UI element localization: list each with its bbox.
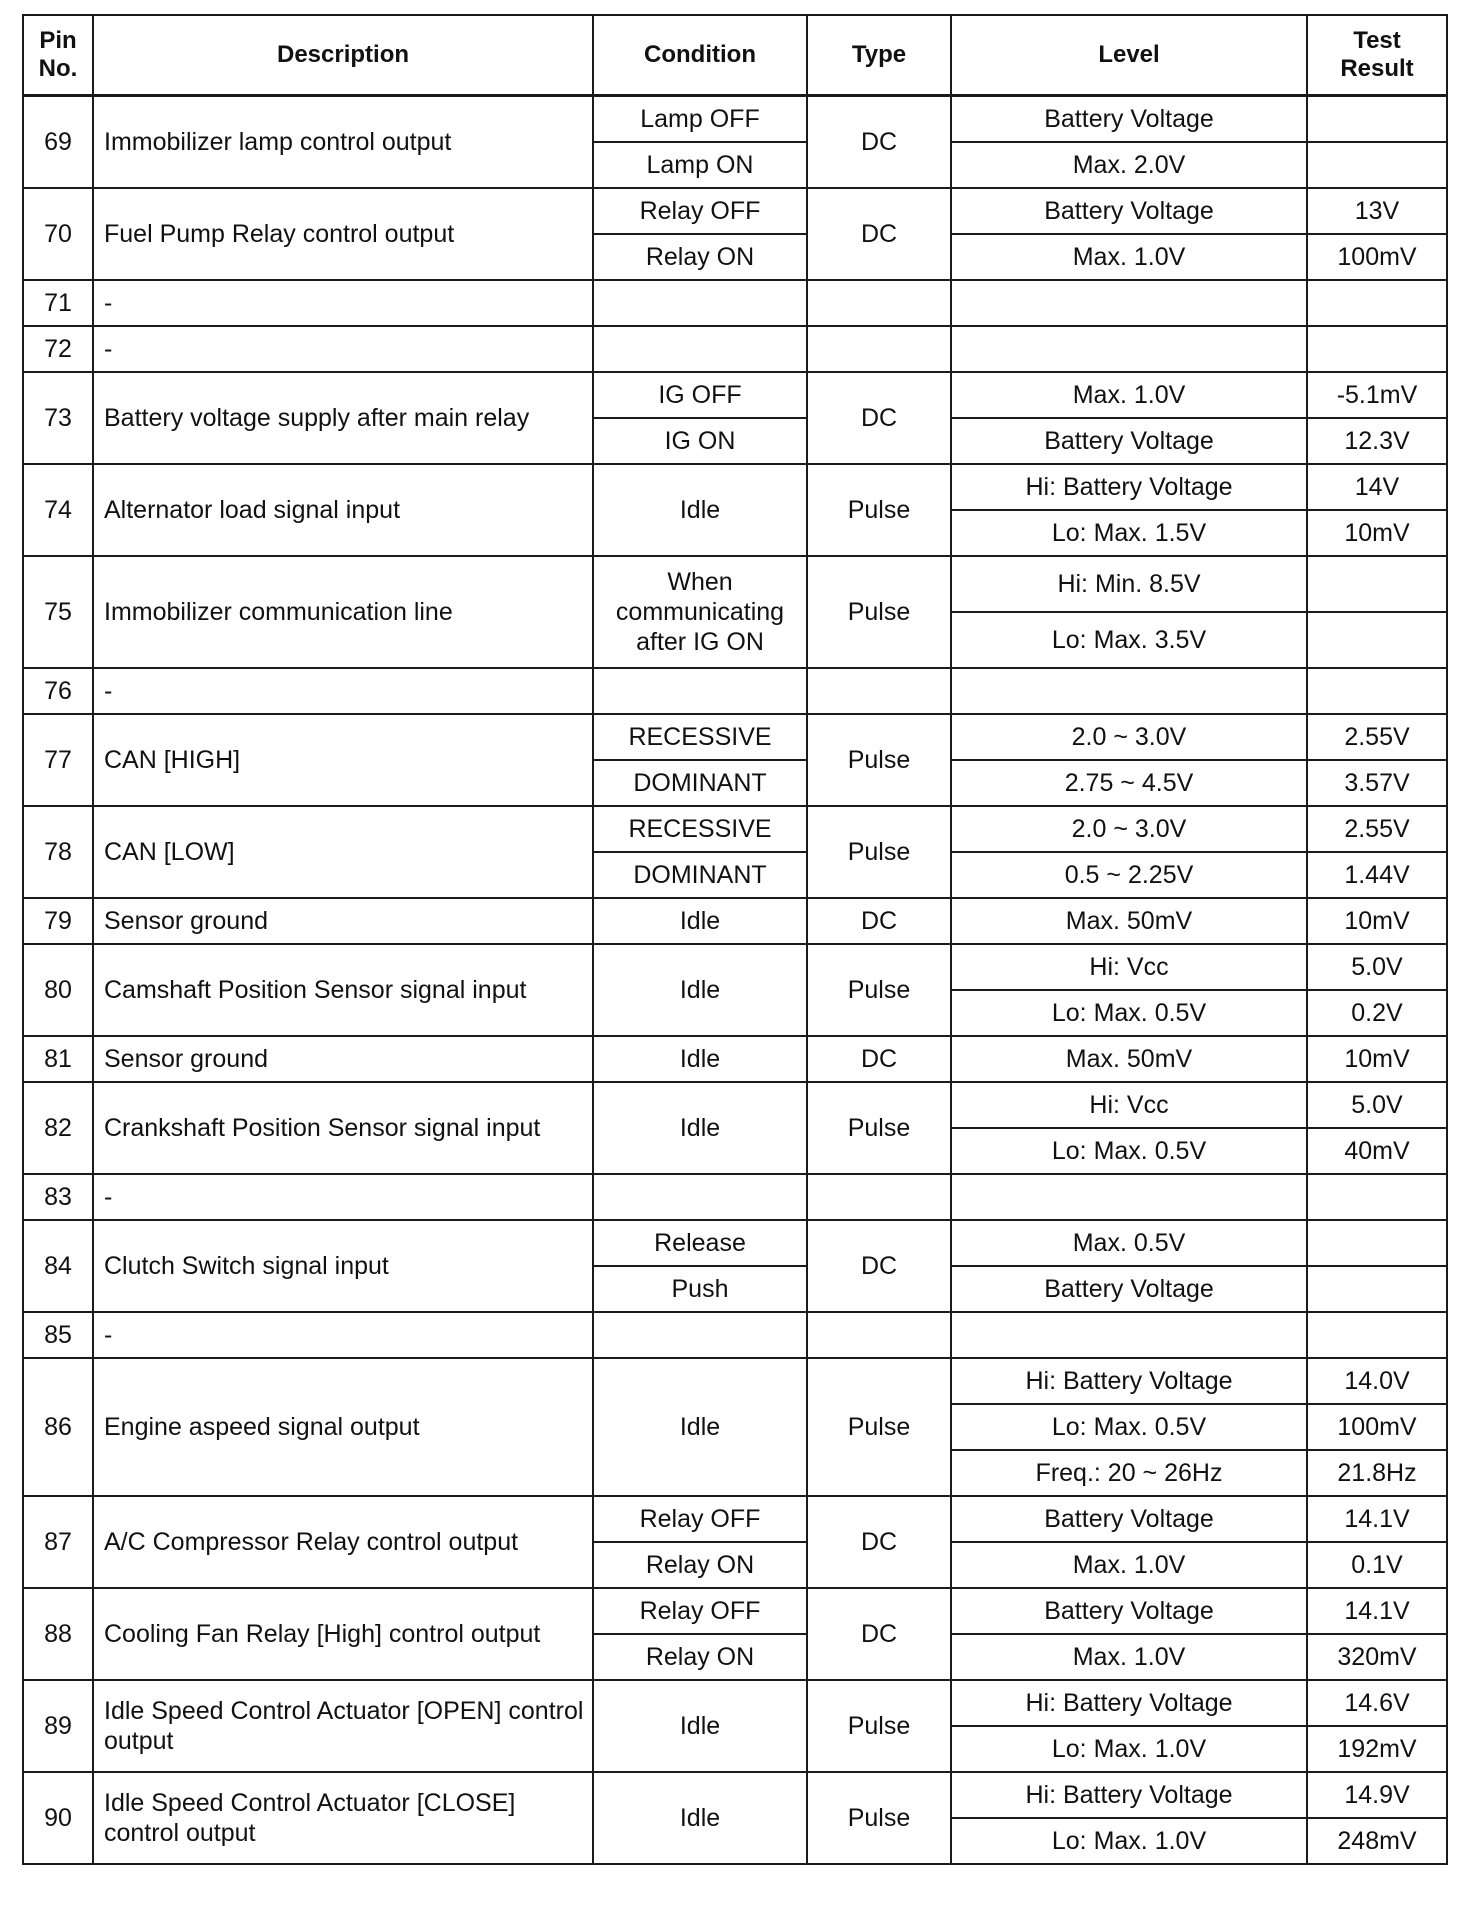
pin-table-header [23, 15, 1447, 96]
test-result-cell: 12.3V [1307, 418, 1447, 464]
condition-cell: RECESSIVE [593, 806, 807, 852]
condition-cell: Idle [593, 1358, 807, 1496]
level-cell: Hi: Battery Voltage [951, 1358, 1307, 1404]
header-test-result: Test Result [1307, 15, 1447, 96]
condition-cell: Idle [593, 898, 807, 944]
test-result-cell: 10mV [1307, 510, 1447, 556]
condition-cell: Relay OFF [593, 1588, 807, 1634]
pin-number-cell: 89 [23, 1680, 93, 1772]
level-cell: Max. 2.0V [951, 142, 1307, 188]
table-row [23, 1358, 1447, 1404]
description-cell: Sensor ground [93, 1036, 593, 1082]
pin-number-cell: 87 [23, 1496, 93, 1588]
test-result-cell [1307, 326, 1447, 372]
condition-cell: Lamp OFF [593, 96, 807, 142]
condition-cell: Idle [593, 1082, 807, 1174]
table-row [23, 96, 1447, 142]
header-description: Description [93, 15, 593, 96]
test-result-cell: 14.1V [1307, 1588, 1447, 1634]
test-result-cell [1307, 1174, 1447, 1220]
level-cell: Freq.: 20 ~ 26Hz [951, 1450, 1307, 1496]
test-result-cell: 5.0V [1307, 1082, 1447, 1128]
pin-number-cell: 71 [23, 280, 93, 326]
table-row [23, 556, 1447, 612]
condition-cell: DOMINANT [593, 852, 807, 898]
type-cell: Pulse [807, 1358, 951, 1496]
level-cell: 0.5 ~ 2.25V [951, 852, 1307, 898]
type-cell: DC [807, 898, 951, 944]
pin-table-sheet [22, 14, 1446, 1865]
type-cell: DC [807, 1036, 951, 1082]
description-cell: - [93, 280, 593, 326]
test-result-cell [1307, 668, 1447, 714]
level-cell [951, 668, 1307, 714]
test-result-cell: 13V [1307, 188, 1447, 234]
condition-cell: Idle [593, 1680, 807, 1772]
type-cell: DC [807, 1220, 951, 1312]
test-result-cell: 14V [1307, 464, 1447, 510]
condition-cell [593, 326, 807, 372]
type-cell [807, 280, 951, 326]
description-cell: Idle Speed Control Actuator [OPEN] control output [93, 1680, 593, 1772]
description-cell: Camshaft Position Sensor signal input [93, 944, 593, 1036]
description-cell: Immobilizer lamp control output [93, 96, 593, 188]
level-cell: Lo: Max. 1.0V [951, 1818, 1307, 1864]
table-row [23, 1496, 1447, 1542]
level-cell: Battery Voltage [951, 1266, 1307, 1312]
condition-cell [593, 1174, 807, 1220]
table-row [23, 714, 1447, 760]
test-result-cell: 14.9V [1307, 1772, 1447, 1818]
pin-number-cell: 72 [23, 326, 93, 372]
level-cell [951, 326, 1307, 372]
type-cell: DC [807, 372, 951, 464]
test-result-cell [1307, 1312, 1447, 1358]
description-cell: Cooling Fan Relay [High] control output [93, 1588, 593, 1680]
test-result-cell: 320mV [1307, 1634, 1447, 1680]
pin-number-cell: 84 [23, 1220, 93, 1312]
test-result-cell: 14.0V [1307, 1358, 1447, 1404]
description-cell: Crankshaft Position Sensor signal input [93, 1082, 593, 1174]
pin-number-cell: 85 [23, 1312, 93, 1358]
table-row [23, 806, 1447, 852]
type-cell [807, 1312, 951, 1358]
test-result-cell: 100mV [1307, 234, 1447, 280]
condition-cell: Idle [593, 1036, 807, 1082]
level-cell: 2.0 ~ 3.0V [951, 714, 1307, 760]
type-cell: Pulse [807, 464, 951, 556]
description-cell: CAN [LOW] [93, 806, 593, 898]
level-cell: Hi: Battery Voltage [951, 1772, 1307, 1818]
condition-cell: When communicating after IG ON [593, 556, 807, 668]
pin-number-cell: 74 [23, 464, 93, 556]
pin-table [22, 14, 1448, 1865]
test-result-cell: 3.57V [1307, 760, 1447, 806]
level-cell: Max. 1.0V [951, 1634, 1307, 1680]
level-cell: Max. 1.0V [951, 372, 1307, 418]
table-row [23, 944, 1447, 990]
test-result-cell: 10mV [1307, 898, 1447, 944]
level-cell: Hi: Battery Voltage [951, 464, 1307, 510]
description-cell: Battery voltage supply after main relay [93, 372, 593, 464]
pin-number-cell: 77 [23, 714, 93, 806]
level-cell: Max. 1.0V [951, 234, 1307, 280]
table-row [23, 280, 1447, 326]
type-cell: Pulse [807, 1680, 951, 1772]
test-result-cell [1307, 1266, 1447, 1312]
test-result-cell: 40mV [1307, 1128, 1447, 1174]
level-cell [951, 280, 1307, 326]
type-cell: DC [807, 1588, 951, 1680]
type-cell [807, 1174, 951, 1220]
condition-cell: IG OFF [593, 372, 807, 418]
test-result-cell [1307, 1220, 1447, 1266]
level-cell: Max. 50mV [951, 898, 1307, 944]
header-condition: Condition [593, 15, 807, 96]
type-cell: Pulse [807, 714, 951, 806]
test-result-cell: 0.1V [1307, 1542, 1447, 1588]
condition-cell: Relay OFF [593, 1496, 807, 1542]
table-row [23, 464, 1447, 510]
level-cell: Battery Voltage [951, 96, 1307, 142]
table-row [23, 1220, 1447, 1266]
test-result-cell: 100mV [1307, 1404, 1447, 1450]
description-cell: Engine aspeed signal output [93, 1358, 593, 1496]
test-result-cell: 248mV [1307, 1818, 1447, 1864]
type-cell: Pulse [807, 944, 951, 1036]
table-row [23, 1082, 1447, 1128]
table-row [23, 1588, 1447, 1634]
level-cell: Hi: Min. 8.5V [951, 556, 1307, 612]
condition-cell: Idle [593, 944, 807, 1036]
condition-cell: Relay OFF [593, 188, 807, 234]
pin-number-cell: 79 [23, 898, 93, 944]
pin-number-cell: 86 [23, 1358, 93, 1496]
test-result-cell: 5.0V [1307, 944, 1447, 990]
condition-cell: Push [593, 1266, 807, 1312]
condition-cell: Release [593, 1220, 807, 1266]
type-cell: Pulse [807, 556, 951, 668]
level-cell: Battery Voltage [951, 1496, 1307, 1542]
header-type: Type [807, 15, 951, 96]
test-result-cell [1307, 142, 1447, 188]
level-cell: 2.75 ~ 4.5V [951, 760, 1307, 806]
pin-number-cell: 76 [23, 668, 93, 714]
condition-cell: Relay ON [593, 234, 807, 280]
type-cell [807, 668, 951, 714]
level-cell: Max. 50mV [951, 1036, 1307, 1082]
pin-number-cell: 73 [23, 372, 93, 464]
condition-cell: RECESSIVE [593, 714, 807, 760]
pin-table-body [23, 96, 1447, 1864]
condition-cell: Idle [593, 464, 807, 556]
test-result-cell: 1.44V [1307, 852, 1447, 898]
level-cell: Battery Voltage [951, 1588, 1307, 1634]
condition-cell: DOMINANT [593, 760, 807, 806]
condition-cell: IG ON [593, 418, 807, 464]
test-result-cell: 21.8Hz [1307, 1450, 1447, 1496]
level-cell: Hi: Vcc [951, 944, 1307, 990]
pin-number-cell: 75 [23, 556, 93, 668]
pin-number-cell: 80 [23, 944, 93, 1036]
table-row [23, 1680, 1447, 1726]
condition-cell: Relay ON [593, 1542, 807, 1588]
type-cell: Pulse [807, 1082, 951, 1174]
pin-number-cell: 69 [23, 96, 93, 188]
test-result-cell [1307, 612, 1447, 668]
level-cell [951, 1174, 1307, 1220]
level-cell: Battery Voltage [951, 418, 1307, 464]
header-pin-no: Pin No. [23, 15, 93, 96]
test-result-cell: 2.55V [1307, 806, 1447, 852]
level-cell: Hi: Vcc [951, 1082, 1307, 1128]
description-cell: A/C Compressor Relay control output [93, 1496, 593, 1588]
header-level: Level [951, 15, 1307, 96]
test-result-cell [1307, 96, 1447, 142]
type-cell: DC [807, 96, 951, 188]
table-row [23, 898, 1447, 944]
test-result-cell: 14.6V [1307, 1680, 1447, 1726]
description-cell: CAN [HIGH] [93, 714, 593, 806]
description-cell: Fuel Pump Relay control output [93, 188, 593, 280]
condition-cell [593, 1312, 807, 1358]
type-cell: Pulse [807, 1772, 951, 1864]
table-row [23, 1312, 1447, 1358]
pin-number-cell: 88 [23, 1588, 93, 1680]
test-result-cell: 2.55V [1307, 714, 1447, 760]
level-cell: Max. 1.0V [951, 1542, 1307, 1588]
test-result-cell: 192mV [1307, 1726, 1447, 1772]
test-result-cell [1307, 280, 1447, 326]
pin-number-cell: 78 [23, 806, 93, 898]
pin-number-cell: 90 [23, 1772, 93, 1864]
table-row [23, 1174, 1447, 1220]
test-result-cell: 0.2V [1307, 990, 1447, 1036]
description-cell: Clutch Switch signal input [93, 1220, 593, 1312]
condition-cell: Idle [593, 1772, 807, 1864]
level-cell: Lo: Max. 0.5V [951, 1128, 1307, 1174]
test-result-cell: 14.1V [1307, 1496, 1447, 1542]
type-cell: DC [807, 188, 951, 280]
level-cell: Lo: Max. 0.5V [951, 990, 1307, 1036]
table-row [23, 326, 1447, 372]
type-cell [807, 326, 951, 372]
level-cell: 2.0 ~ 3.0V [951, 806, 1307, 852]
level-cell: Lo: Max. 1.5V [951, 510, 1307, 556]
level-cell: Lo: Max. 1.0V [951, 1726, 1307, 1772]
table-row [23, 668, 1447, 714]
level-cell: Lo: Max. 3.5V [951, 612, 1307, 668]
description-cell: - [93, 1312, 593, 1358]
table-row [23, 1036, 1447, 1082]
condition-cell: Relay ON [593, 1634, 807, 1680]
description-cell: - [93, 668, 593, 714]
test-result-cell: 10mV [1307, 1036, 1447, 1082]
description-cell: Alternator load signal input [93, 464, 593, 556]
test-result-cell [1307, 556, 1447, 612]
description-cell: Immobilizer communication line [93, 556, 593, 668]
table-row [23, 1772, 1447, 1818]
table-row [23, 372, 1447, 418]
level-cell: Max. 0.5V [951, 1220, 1307, 1266]
level-cell: Battery Voltage [951, 188, 1307, 234]
type-cell: DC [807, 1496, 951, 1588]
level-cell: Lo: Max. 0.5V [951, 1404, 1307, 1450]
table-row [23, 188, 1447, 234]
description-cell: - [93, 1174, 593, 1220]
test-result-cell: -5.1mV [1307, 372, 1447, 418]
type-cell: Pulse [807, 806, 951, 898]
description-cell: Idle Speed Control Actuator [CLOSE] control output [93, 1772, 593, 1864]
pin-number-cell: 81 [23, 1036, 93, 1082]
condition-cell [593, 280, 807, 326]
description-cell: - [93, 326, 593, 372]
description-cell: Sensor ground [93, 898, 593, 944]
pin-number-cell: 82 [23, 1082, 93, 1174]
level-cell [951, 1312, 1307, 1358]
pin-number-cell: 70 [23, 188, 93, 280]
pin-number-cell: 83 [23, 1174, 93, 1220]
level-cell: Hi: Battery Voltage [951, 1680, 1307, 1726]
condition-cell: Lamp ON [593, 142, 807, 188]
condition-cell [593, 668, 807, 714]
